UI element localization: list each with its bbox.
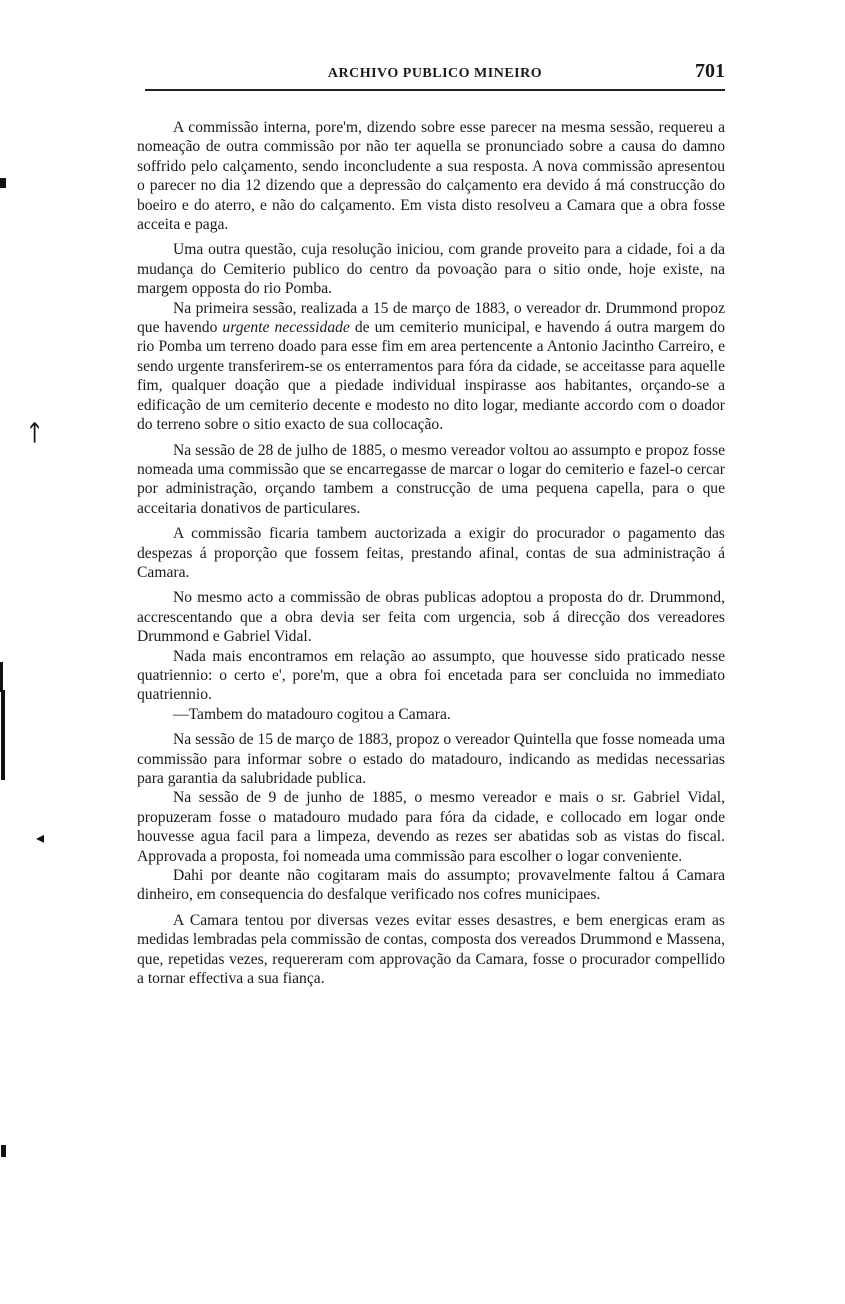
header-rule — [145, 89, 725, 91]
paragraph: Dahi por deante não cogitaram mais do assumpto; provavelmente faltou á Camara dinheiro, em consequencia do desfalque verificado nos cofres municipaes. — [137, 867, 725, 904]
paragraph: Nada mais encontramos em relação ao assumpto, que houvesse sido praticado nesse quatriennio: o certo e', pore'm, que a obra foi encetada para ser concluida no immediato quatriennio. — [137, 647, 725, 704]
paragraph: No mesmo acto a commissão de obras publicas adoptou a proposta do dr. Drummond, accrescentando que a obra devia ser feita com urgencia, sob á direcção dos vereadores Drummond e Gabriel Vidal. — [137, 589, 725, 646]
scan-mark — [1, 690, 5, 780]
scan-mark — [0, 662, 3, 692]
scan-mark — [0, 178, 6, 188]
paragraph: A commissão ficaria tambem auctorizada a exigir do procurador o pagamento das despezas á proporção que fossem feitas, prestando afinal, contas de sua administração á Camara. — [137, 525, 725, 581]
scan-mark — [1, 1145, 6, 1157]
paragraph: Na sessão de 15 de março de 1883, propoz o vereador Quintella que fosse nomeada uma commissão para informar sobre o estado do matadouro, indicando as medidas necessarias para garantia da salubridade publica. — [137, 731, 725, 787]
running-title: ARCHIVO PUBLICO MINEIRO — [327, 66, 543, 81]
paragraph-text: de um cemiterio municipal, e havendo á outra margem do rio Pomba um terreno doado para esse fim em area pertencente a Antonio Jacintho Carreiro, e sendo urgente transferirem-se os enterramentos para fóra da cidade, se acceitasse para aquelle fim, qualquer doação que a piedade individual inspirasse aos habitantes, orçando-se a edificação de um cemiterio decente e modesto no dito logar, mediante accordo com o doador do terreno sobre o sitio exacto de sua collocação. — [137, 319, 726, 434]
paragraph: Uma outra questão, cuja resolução iniciou, com grande proveito para a cidade, foi a da mudança do Cemiterio publico do centro da povoação para o sitio onde, hoje existe, na margem opposta do rio Pomba. — [137, 241, 725, 298]
paragraph: Na sessão de 28 de julho de 1885, o mesmo vereador voltou ao assumpto e propoz fosse nomeada uma commissão que se encarregasse de marcar o logar do cemiterio e fazel-o cercar por administração, orçando tambem a construcção de uma pequena capella, para o que acceitaria donativos de particulares. — [137, 441, 725, 517]
paragraph: —Tambem do matadouro cogitou a Camara. — [173, 705, 451, 723]
page-header — [145, 60, 725, 90]
scan-mark: ◂ — [36, 830, 45, 847]
paragraph: A Camara tentou por diversas vezes evitar esses desastres, e bem energicas eram as medidas lembradas pela commissão de contas, composta dos vereados Drummond e Massena, que, repetidas vezes, requereram com approvação da Camara, fosse o procurador compellido a tornar effectiva a sua fiança. — [137, 911, 725, 988]
page-number: 701 — [695, 60, 725, 82]
paragraph — [137, 299, 725, 435]
body-text — [137, 118, 725, 994]
emphasis-text: urgente necessidade — [222, 319, 350, 337]
paragraph: Na sessão de 9 de junho de 1885, o mesmo vereador e mais o sr. Gabriel Vidal, propuzeram fosse o matadouro mudado para fóra da cidade, e collocado em logar onde houvesse agua facil para a limpeza, devendo as rezes ser abatidas sob as vistas do fiscal. Approvada a proposta, foi nomeada uma commissão para escolher o logar conveniente. — [137, 789, 725, 865]
scan-mark: ᛏ — [28, 420, 42, 445]
paragraph: A commissão interna, pore'm, dizendo sobre esse parecer na mesma sessão, requereu a nomeação de outra commissão por não ter aquella se pronunciado sobre a causa do damno soffrido pelo calçamento, sendo inconcludente a sua resposta. A nova commissão apresentou o parecer no dia 12 dizendo que a depressão do calçamento era devido á má construcção do boeiro e do aterro, e não do calçamento. Em vista disto resolveu a Camara que a obra fosse acceita e paga. — [137, 119, 725, 234]
paragraph-text: Na primeira sessão, realizada a 15 de março de 1883, o vereador dr. Drummond propoz que havendo — [137, 299, 725, 337]
